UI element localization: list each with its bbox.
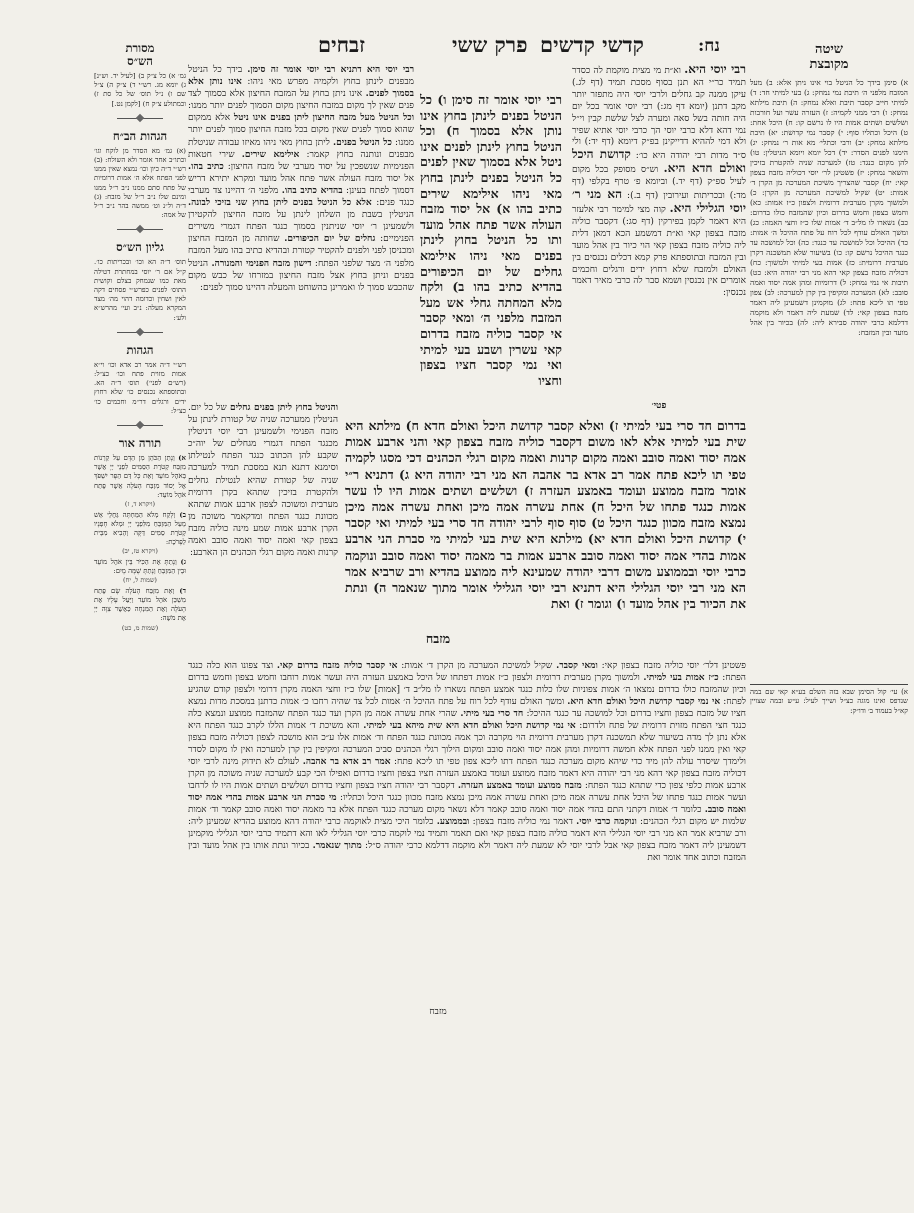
verse-reference: (שמות מ, כט) (121, 623, 159, 632)
rashi-column-upper: רבי יוסי היא דתניא רבי יוסי אומר זה סימן. בידך כל הניטל מבפנים לינתן בחוץ ולקמיה מפרש מאי ניהו: אינו נותן אלא בסמוך לפנים. אינו ניתן בחוץ על המזבח החיצון אלא בסמוך לצד פנים שאין לך מקום במזבח החיצון מקום הסמוך לפנים יותר ממנו: וכל הניטל מעל מזבח החיצון ליתן בפנים אינו ניטל אלא ממקום שהוא סמוך לפנים שאין מקום בכל מזבח החיצון סמוך לפנים יותר ממנו: כל הניטל בפנים. ליתן בחוץ מאי ניהו מאיזו עבודה שניטלת מבפנים ונותנה בחוץ קאמר: אילימא שירים. שירי חטאות הפנימיות שנשפכין על יסוד מערבי של מזבח החיצון: כתיב בהו. אל יסוד מזבח העולה אשר פתח אהל מועד ומקרא יתירא דריש דסמוך לפתח בעינן: בהדיא כתיב בהו. מלפני ה׳ דהיינו צד מערבי כנגד פנים: אלא כל הניטל בפנים ליתן בחוץ שני בזיכי לבונה. הניטלין בשבת מן השלחן לינתן על מזבח החיצון להקטירן ולשמעינן ר׳ יוסי שניתנין בסמוך כנגד הפתח דגמרי משירים הפנימיים: גחלים של יום הכיפורים. שחותה מן המזבח החיצון ומכניסן לפני ולפנים להקטיר קטורת ובהדיא כתיב בהו מעל המזבח מלפני ה׳ מצד שלפני הפתח: דישון מזבח הפנימי והמנורה. הניטל בפנים וניתן בחוץ אצל מזבח החיצון במזרחו של כבש מקום שהכבש סמוך לו ואמרינן בהשוחט והמעלה דהיינו סמוך לפנים: (188, 65, 414, 293)
rashi-column-lower: והניטל בחוץ ליתן בפנים גחלים של כל יום. הניטלין ממערכה שניה של קטורת לינתן על מזבח הפנימי ולשמעינן רבי יוסי דניטלין מכנגד הפתח דגמרי מגחלים של יוה״כ שקבע להן הכתוב כנגד הפתח לנטילתן וסימנא דתנא תנא במסכת תמיד למערכה שניה של קטורת שהיא לנטילת גחלים ולהקטרת בזיכין שתהא בקרן דרומית מערבית ומשוכה לצפון ארבע אמות שתהא מכוונת כנגד הפתח ומדקאמר משוכה מן הקרן ארבע אמות שמע מינה כוליה מזבח בצפון קאי ואמה יסוד ואמה סובב ואמה קרנות ואמה מקום רגלי הכהנים הן הארבע: (188, 403, 338, 559)
gilyon-hashas-title: גליון הש״ס (116, 240, 164, 255)
tosafot-block: רבי יוסי היא. וא״ת מי מצית מוקמת לה כסדר תמיד כר״י הא תנן בסוף מסכת תמיד (דף לג.) עיקן ממנה קב גחלים ולרבי יוסי היה מתפזר יותר מקב דתנן (יומא דף מג:) רבי יוסי אומר בכל יום היה חותה בשל סאה ומערה לצל שלשת קבין וי״ל נמי דהא דלא כרבי יוסי הך כרבי יוסי אתיא שפיר ולא דמי לההיא דדייקינן בפ״ק דיומא (דף יד:) ולי ס״ד מדות רבי יהודה היא כו׳: קדושת היכל ואולם חדא היא. וש״ס מסופק בכל מקום לעיל ספ״ק (דף יד.) וביומא פ׳ טרף בקלפי (דף מד:) ובכריתות ועירובין (דף ב.): הא מני ר׳ יוסי הגלילי היא. קוה מצי למימר רבי אלעזר היא דאמר לקמן בפירקין (דף סג:) דקסבר כוליה מזבח בצפון קאי וא״ת דמשמע הכא דמאן דלית ליה כוליה מזבח בצפון קאי הוי כיור בין אהל מועד ובין המזבח ובתוספתא פרק קמא דכלים נכנסים בין האולם ולמזבח שלא רחוץ ידים ורגלים וחכמים אומרים אין נכנסין ושמא סבר לה כרבי מאיר דאמר נכנסין: (572, 64, 746, 299)
shita-mekubetzet-title: שיטה מקובצת (809, 42, 849, 72)
section-divider-ornament (117, 328, 163, 338)
section-divider-ornament (117, 114, 163, 124)
masoret-hashas-text: גמ׳ א) כל צ״ק ב) [לעיל יד. וש״נ] ג) יומא מג. רש״י ד) צ״ק ה) צ״ל שם ו) נ״ל תוס׳ של כל סת ז) וכמתולע צ״ק ח) [לקמן נט.] (94, 72, 186, 108)
gilyon-hashas-text: תוס׳ ד״ה הא וכו׳ ובכריתות כו׳. ק״ל אם ר׳ יוסי במחתרת דטילה מאת כמו שנמחק בצלם וקושית התוס׳ לפנים כפרש״י פסחים דקה לאין ושחין וכדומה דהוי מה׳ מצד המקרא מעלה: נ״ב ועי׳ מהרש״א ולע׳: (94, 258, 186, 322)
hagahot-section (94, 342, 186, 416)
gemara-wide-block: בדרום חד סרי בעי למיתי ז) ואלא קסבר קדושת היכל ואולם חדא ח) מילתא היא שית בעי למיתי אלא לאו משום דקסבר כוליה מזבח בצפון קאי והני ארבע אמות אמה יסוד ואמה סובב ואמה מקום קרנות ואמה מקום רגלי הכהנים דכי מסגו לקמיה טפי תו ליכא פתח אמר רב אדא בר אהבה הא מני רבי יהודה היא ג) דתניא ר״י אומר מזבח ממוצע ועומד באמצע העזרה ז) ושלשים ושתים אמות היו לו עשר אמות כנגד פתחו של היכל ח) אחת עשרה אמה מיכן ואחת עשרה אמה מיכן נמצא מזבח מכוון כנגד היכל ט) סוף סוף לרבי יהודה חד סרי בעי למיתי ואי קסבר י) קדושת היכל ואולם חדא יא) מילתא היא שית בעי למיתי מי סברת הני ארבע אמות בהדי אמה יסוד ואמה סובב ארבע אמות בר מאמה יסוד ואמה סובב ונוקמה כרבי יוסי ובממוצע משום דרבי יהודה שמעינא ליה ממוצע בהדיא ורב שרביא אמר הא מני רבי יוסי הגלילי היא דתניא רבי יוסי הגלילי אומר מתוך שנאמר ה) ונתת את הכיור בין אהל מועד ו) וגומר ז) ואת (345, 418, 746, 612)
left-margin-column (94, 40, 186, 752)
masoret-hashas-section (94, 40, 186, 109)
tosafot-catchword: פטי׳ (651, 401, 667, 411)
gemara-upper-block: רבי יוסי אומר זה סימן ו) כל הניטל בפנים לינתן בחוץ אינו נותן אלא בסמוך ח) וכל הניטל בחוץ לינתן לפנים אינו ניטל אלא בסמוך שאין לפנים כל הניטל בפנים לינתן בחוץ מאי ניהו אילימא שירים כתיב בהו א) אל יסוד מזבח העולה אשר פתח אהל מועד ותו כל הניטל בחוץ לינתן בפנים מאי ניהו אילימא גחלים של יום הכיפורים בהדיא כתיב בהו ב) ולקח מלא המחתה גחלי אש מעל המזבח מלפני ה׳ ומאי קסבר אי קסבר כוליה מזבח בדרום קאי עשרין ושבע בעי למיתי ואי נמי קסבר חציו בצפון וחציו (420, 92, 562, 388)
hagahot-title: הגהות (126, 342, 154, 357)
gemara-last-word: מזבח (425, 631, 451, 646)
verse-reference: (ויקרא טז, יב) (122, 547, 158, 556)
verse-reference: (ויקרא ד, ז) (124, 500, 156, 509)
torah-or-verse: ג) וְנָתַתָּ אֶת הַכִּיֹּר בֵּין אֹהֶל מוֹעֵד וּבֵין הַמִּזְבֵּחַ וְנָתַתָּ שָׁמָּה מָיִם: (שמות ל, יח) (94, 557, 186, 585)
torah-or-verse: ב) וְלָקַח מְלֹא הַמַּחְתָּה גַּחֲלֵי אֵשׁ מֵעַל הַמִּזְבֵּחַ מִלִּפְנֵי יְיָ וּמְלֹא חָפְנָיו קְטֹרֶת סַמִּים דַּקָּה וְהֵבִיא מִבֵּית לַפָּרֹכֶת: (ויקרא טז, יב) (94, 510, 186, 556)
rashi-last-word: מזבח (429, 1007, 447, 1017)
hagahot-habach-text: (א) גמ׳ מא הסדר מן לוקח וגו׳ וכתו״ב אחד אומר ולא השולח: (ב) רש״י ד״ה כיון וכו׳ נמצא שאין ממנו לפני הפתח אלא ה׳ אמות דרומיות של פתח סתם ממנו נ״ב ר״ל ממנו ומינם שלו נ״ב ר״ל של מזבח: (ג) ד״ה ול״נ וט׳ ממשה בהר נ״ב ר״ל של אמה: (94, 146, 186, 220)
perek-number: פרק ששי (452, 32, 528, 57)
shita-mekubetzet-text: א) סימן בידך כל הניטל בוי אינו ניתן אלא: ב) מעל המזבח מלפני ה׳ תיבת נמי נמחק: ג) בעי למיתי חד: ד) למיתי חייב קסבר תיבת ואלא נמחק: ה) תיבת מילתא נמחק: ו) רבי ממני לקמיה: ז) העזרה עשר ועל חורבות ושלשים ושתים אמות היו לו נרשם קו: ח) היכל אחת: ט) היכל וכתליו סוף: י) קסבר נמי קדושת: יא) תיבת מילתא נמחק: יב) ורבי וכתלי׳ מא אות ר׳ נמחק: יג) הימנו לפנים הסדר: יד) דכל יומא ויומא הניטלין: טו) להן מקום כנגד: טז) למערכה שניה להקטרת בזיכין והשאר נמחק: יז) פשטינן לר׳ יוסי דכוליה מזבח בצפון קאי: יח) קסבר שהצריך משיכת המערכה מן הקרן ד׳ אמות: יט) שקיל למשיכת המערכה מן הקרן: כ) ולמשוך מקרן מערבית דרומית ולצפון כ״ז אמות: כא) וחמש בצפון וחמש בדרום וכיון שהמזבח כולו בדרום: כב) נשארו לו מל״ב ד׳ אמות שלו כ״ז וחצי האמה: כג) ומשך האולם עודף לכל רוח על פתח ההיכל ה׳ אמות: כד) ההיכל וכל למושכה עד כנגד: כה) וכל למושכה עד כנגד ההיכל נרשם קו: כו) בשיעור שלא תמשכנה דקרן מערבית דרומית: כז) אמות בעי למיתי ולמשוך: כח) דכוליה מזבח בצפון קאי דהא מני רבי יהודה היא: כט) תיבות אי נמי נמחק: ל) דרומיות ומהן אמה יסוד ואמה סובב: לא) המערכה ומקיפין בין קרן למערכה: לב) צפון טפי תו ליכא פתח: לג) מוקמינן דשמעינן ליה דאמר מזבח בצפון קאי: לד) שמעת ליה דאמר ולא מוקמה דדלמא כרבי יהודה סבירא ליה: לה) בכיור בין אהל מועד ובין המזבח: (750, 78, 908, 337)
masechet-name: זבחים (318, 32, 366, 57)
shita-footnote: א) עי׳ קול הסימן שבא בזה השלם בע״א קאי שם במה שנדפס ואינו מוגה כצ״ל ושייך לעיל: ע״ש ובמה שצויין קא״ל בעמוד ב׳ ודו״ק: (750, 684, 908, 716)
torah-or-section (94, 435, 186, 634)
torah-or-verse: א) וְנָתַן הַכֹּהֵן מִן הַדָּם עַל קַרְנוֹת מִזְבַּח קְטֹרֶת הַסַּמִּים לִפְנֵי יְיָ אֲשֶׁר בְּאֹהֶל מוֹעֵד וְאֵת כָּל דַּם הַפָּר יִשְׁפֹּךְ אֶל יְסוֹד מִזְבַּח הָעֹלָה אֲשֶׁר פֶּתַח אֹהֶל מוֹעֵד: (ויקרא ד, ז) (94, 454, 186, 509)
hagahot-text: רש״י ד״ה אמר רב אדא וכו׳ וי״א אמות מזוית פתח וכו׳ כצ״ל: (רש״ם לפני׳) תוס׳ ד״ה הא. ובתוספתא נכנסים כו׳ שלא רחוץ ידים ורגלים דר״מ וחכמים כו׳ כצ״ל: (94, 360, 186, 415)
torah-or-verse: ד) וְאֵת מִזְבַּח הָעֹלָה שָׂם פֶּתַח מִשְׁכַּן אֹהֶל מוֹעֵד וַיַּעַל עָלָיו אֶת הָעֹלָה וְאֶת הַמִּנְחָה כַּאֲשֶׁר צִוָּה יְיָ אֶת מֹשֶׁה: (שמות מ, כט) (94, 586, 186, 632)
shita-mekubetzet-column (750, 40, 908, 810)
section-divider-ornament (117, 225, 163, 235)
gilyon-hashas-section (94, 239, 186, 322)
verse-reference: (שמות ל, יח) (123, 576, 157, 585)
rashi-bottom-block: פשטינן דלר׳ יוסי כוליה מזבח בצפון קאי: ומאי קסבר. שקיל למשיכת המערכה מן הקרן ד׳ אמות: אי קסבר כוליה מזבח בדרום קאי. וצד צפונו הוא כלה כנגד הפתח: כ״ז אמות בעי למיתי. ולמשוך מקרן מערבית דרומית ולצפון כ״ז אמות דפתחו של היכל באמצע העזרה היה ועשר אמות רוחבו וחמש בצפון וחמש בדרום וכיון שהמזבח כולו בדרום נמצאו ה׳ אמות צפוניות שלו כלות כנגד אמצע הפתח נשארו לו מל״ב ד׳ [אמות] שלו כ״ז וחצי האמה מקרן דרומי ולצפון קודם שהגיע לפתח: אי נמי קסבר קדושת היכל ואולם חדא היא. ומשך האולם עודף לכל רוח על פתח ההיכל ה׳ אמות לכל צד שהיה רחבו כ׳ אמות כדתנן במסכת מדות נמצא חציו של מזבח בצפון וחציו בדרום וכל למושכה עד כנגד ההיכל: חד סרי בעי מיתי. שהרי אחת עשרה אמה מן הקרן ועד כנגד הפתח שהמזבח ממוצע ונמצא כלה כנגד חצי הפתח מזוית דרומית של פתח ולדרום: אי נמי קדושת היכל ואולם חדא היא שית מיהא בעי למיתי. והא משיכת ד׳ אמות הללו לקרב כנגד הפתח היא אלא נתן לך מדה בשיעור שלא תמשכנה דקרן מערבית דרומית הוי מקרבה וכך אמה מכוונת כנגד הפתח וד׳ אמות אלו ע״כ הוא מושכה לצפון דכוליה מזבח בצפון קאי ואין ממנו לפני הפתח אלא חמשה דרומיות ומהן אמה יסוד ואמה סובב ומקום הילוך רגלי הכהנים סביב המערכה ומקיפין בין קרן למערכה ואין לו מקום לסדר ולימדך שיסדר עולה להן מיד כדי שיהא מקום מערכה כנגד הפתח דתו ליכא צפון טפי תו ליכא פתח: אמר רב אדא בר אהבה. לעולם לא תידוק מינה לרבי יוסי דכוליה מזבח בצפון קאי דהא מני רבי יהודה היא דאמר מזבח ממוצע ועומד באמצע העזרה חציו בצפון וחציו בדרום ואפילו הכי קבע למערכה שניה משוכה מן הקרן ארבע אמות כלפי צפון כדי שתהא כנגד הפתח: מזבח ממוצע ועומד באמצע העזרה. דקסבר רבי יהודה חציו בצפון וחציו בדרום ושלשים ושתים אמות היו לו לרחבו ועשר אמות כנגד פתחו של היכל אחת עשרה אמה מיכן ואחת עשרה אמה מיכן נמצא מזבח מכוון כנגד היכל וכתליו: מי סברת הני ארבע אמות בהדי אמה יסוד ואמה סובב. כלומר ד׳ אמות דקתני התם בהדי אמה יסוד ואמה סובב קאמר דלא נשאר מקום מערכה כנגד הפתח אלא בר מאמה יסוד ואמה סובב קאמר וד׳ אמות שלמות יש מקום רגלי הכהנים: ונוקמה כרבי יוסי. דאמר נמי כוליה מזבח בצפון: ובממוצע. כלומר היכי מצית לאוקמה כרבי יהודה דהא ממוצע בהדיא שמעינן ליה: ורב שרביא אמר הא מני רבי יוסי הגלילי היא דאמר כוליה מזבח בצפון קאי ואם תאמר ותמיד נמי לוקמה כרבי יוסי הגלילי לאו והא דתמיד כרבי יוסי הגלילי מוקמינן דשמעינן ליה דאמר מזבח בצפון קאי אבל לרבי יוסי לא שמעת ליה דאמר ולא מוקמה דדלמא כרבי יהודה ס״ל: מתוך שנאמר. בכיור ונתת אותו בין אהל מועד ובין המזבח וכתוב אחד אומר ואת (188, 661, 746, 863)
hagahot-habach-section (94, 128, 186, 221)
masoret-hashas-title: מסורת הש״ס (125, 41, 155, 68)
perek-name: קדשי קדשים (540, 32, 644, 57)
section-divider-ornament (117, 421, 163, 431)
torah-or-title: תורה אור (118, 436, 162, 451)
hagahot-habach-title: הגהות הב״ח (112, 128, 168, 143)
daf-number: נח: (698, 36, 720, 56)
